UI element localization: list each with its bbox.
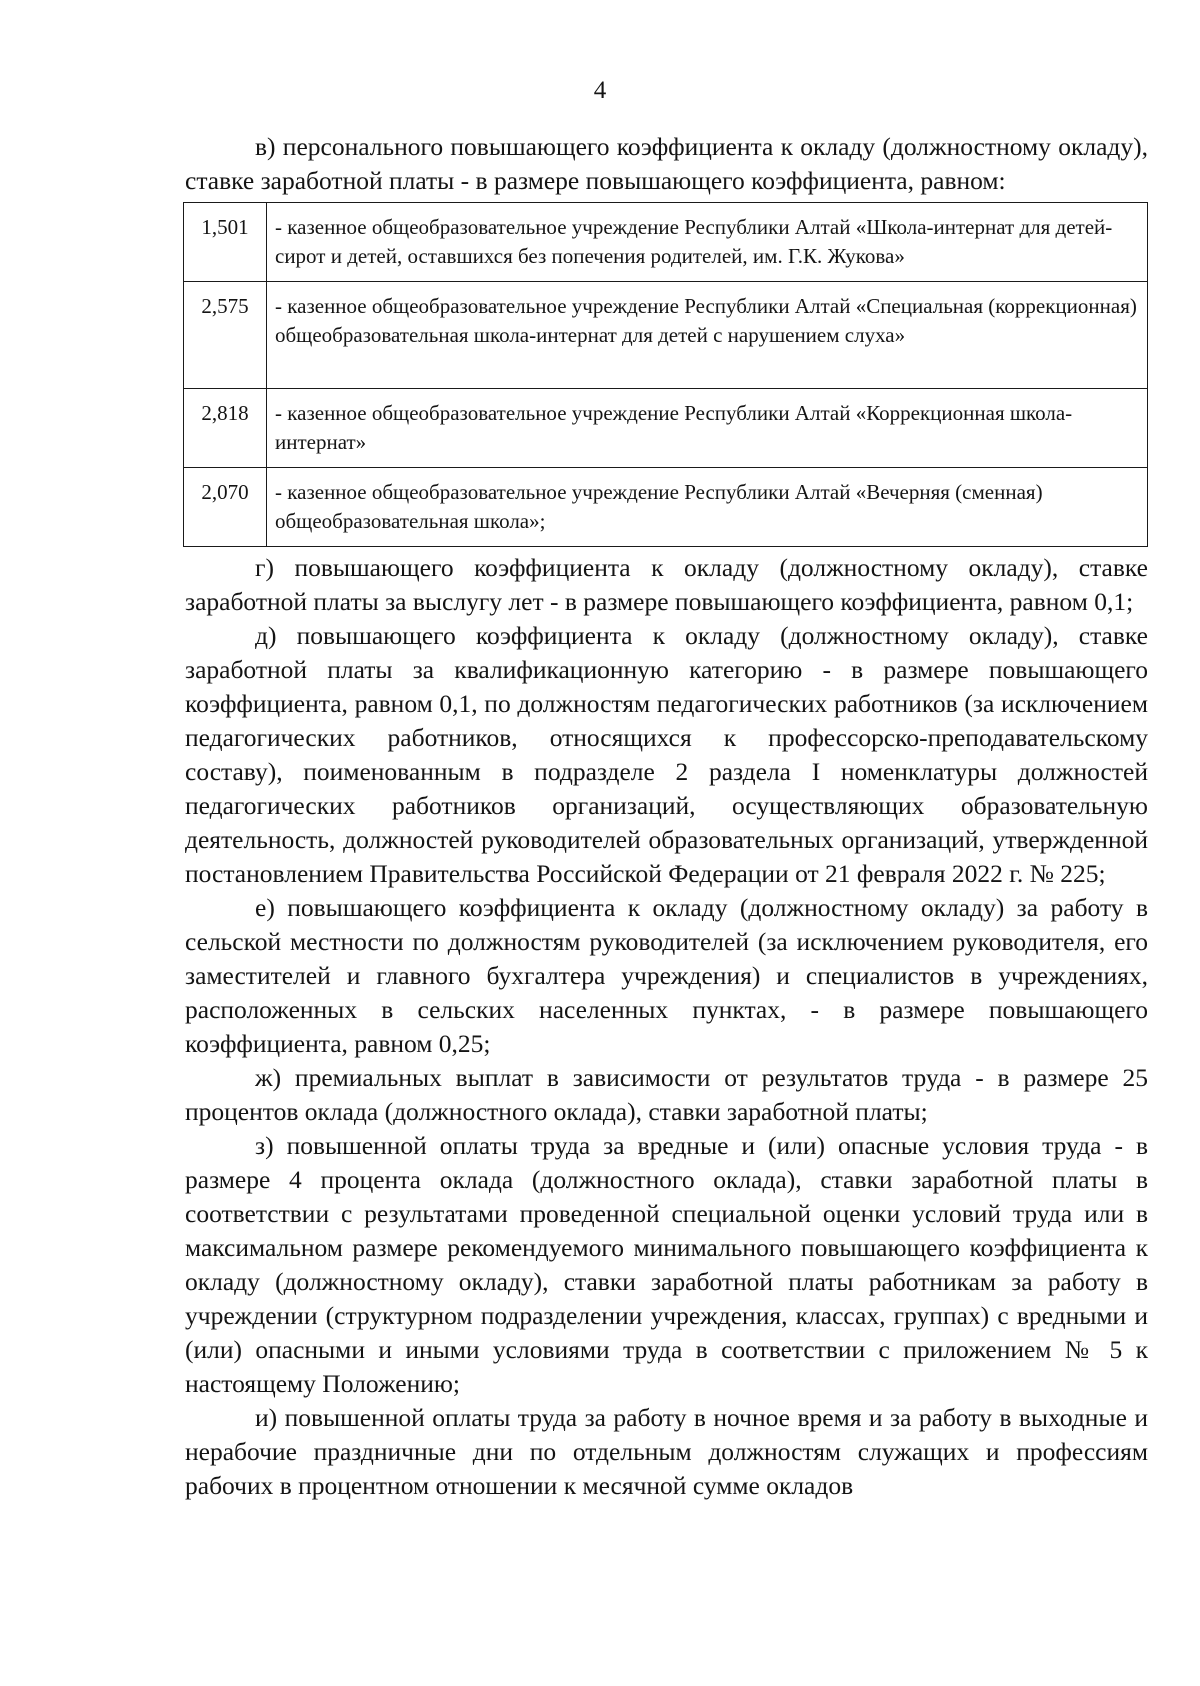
table-row [184,389,1148,468]
table-row [184,282,1148,389]
paragraph-i: и) повышенной оплаты труда за работу в ночное время и за работу в выходные и нерабочие праздничные дни по отдельным должностям служащих и профессиям рабочих в процентном отношении к месячной сумме окладов [185,1403,1148,1500]
page-number: 4 [593,77,607,104]
coefficient-cell: 2,575 [184,282,267,389]
institution-cell: - казенное общеобразовательное учреждение Республики Алтай «Школа-интернат для детей-сирот и детей, оставшихся без попечения родителей, им. Г.К. Жукова» [267,203,1148,282]
paragraph-d: д) повышающего коэффициента к окладу (должностному окладу), ставке заработной платы за квалификационную категорию - в размере повышающего коэффициента, равном 0,1, по должностям педагогических работников (за исключением педагогических работников, относящихся к профессорско-преподавательскому составу), поименованным в подразделе 2 раздела I номенклатуры должностей педагогических работников организаций, осуществляющих образовательную деятельность, должностей руководителей образовательных организаций, утвержденной постановлением Правительства Российской Федерации от 21 февраля 2022 г. № 225; [185,621,1148,888]
coefficient-table [183,202,1148,547]
institution-cell: - казенное общеобразовательное учреждение Республики Алтай «Специальная (коррекционная) общеобразовательная школа-интернат для детей с нарушением слуха» [267,282,1148,389]
paragraph-z: з) повышенной оплаты труда за вредные и (или) опасные условия труда - в размере 4 процента оклада (должностного оклада), ставки заработной платы в соответствии с результатами проведенной специальной оценки условий труда или в максимальном размере рекомендуемого минимального повышающего коэффициента к окладу (должностному окладу), ставки заработной платы работникам за работу в учреждении (структурном подразделении учреждения, классах, группах) с вредными и (или) опасными и иными условиями труда в соответствии с приложением № 5 к настоящему Положению; [185,1131,1148,1398]
institution-cell: - казенное общеобразовательное учреждение Республики Алтай «Вечерняя (сменная) общеобразовательная школа»; [267,468,1148,547]
paragraph-g: г) повышающего коэффициента к окладу (должностному окладу), ставке заработной платы за выслугу лет - в размере повышающего коэффициента, равном 0,1; [185,553,1148,616]
paragraph-zh: ж) премиальных выплат в зависимости от результатов труда - в размере 25 процентов оклада (должностного оклада), ставки заработной платы; [185,1063,1148,1126]
coefficient-cell: 1,501 [184,203,267,282]
paragraph-v: в) персонального повышающего коэффициента к окладу (должностному окладу), ставке заработной платы - в размере повышающего коэффициента, равном: [185,132,1148,195]
coefficient-cell: 2,818 [184,389,267,468]
table-row [184,203,1148,282]
document-body [185,130,1148,1503]
coefficient-cell: 2,070 [184,468,267,547]
paragraph-e: е) повышающего коэффициента к окладу (должностному окладу) за работу в сельской местности по должностям руководителей (за исключением руководителя, его заместителей и главного бухгалтера учреждения) и специалистов в учреждениях, расположенных в сельских населенных пунктах, - в размере повышающего коэффициента, равном 0,25; [185,893,1148,1058]
table-row [184,468,1148,547]
institution-cell: - казенное общеобразовательное учреждение Республики Алтай «Коррекционная школа-интернат» [267,389,1148,468]
